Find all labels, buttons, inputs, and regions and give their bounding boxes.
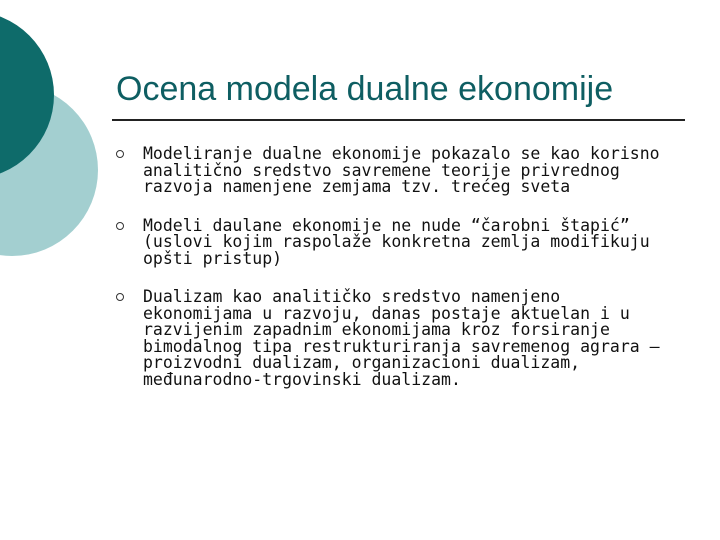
circle-bullet-icon [116,293,124,301]
decorative-circles [0,0,110,260]
bullet-item [116,146,676,196]
bullet-item [116,289,676,388]
bullet-text: Dualizam kao analitičko sredstvo namenjeno ekonomijama u razvoju, danas postaje aktuelan i u razvijenim zapadnim ekonomijama kroz forsiranje bimodalnog tipa restrukturiranja savremenog agrara – proizvodni dualizam, organizacioni dualizam, međunarodno-trgovinski dualizam. [143,287,660,389]
bullet-text: Modeliranje dualne ekonomije pokazalo se kao korisno analitično sredstvo savremene teorije privrednog razvoja namenjene zemjama tzv. trećeg sveta [143,144,660,196]
circle-bullet-icon [116,150,124,158]
slide-title: Ocena modela dualne ekonomije [116,70,614,108]
bullet-list [116,146,676,410]
circle-bullet-icon [116,222,124,230]
bullet-text: Modeli daulane ekonomije ne nude “čarobni štapić” (uslovi kojim raspolaže konkretna zemlja modifikuju opšti pristup) [143,215,650,268]
bullet-item [116,215,676,268]
title-divider [112,119,685,121]
